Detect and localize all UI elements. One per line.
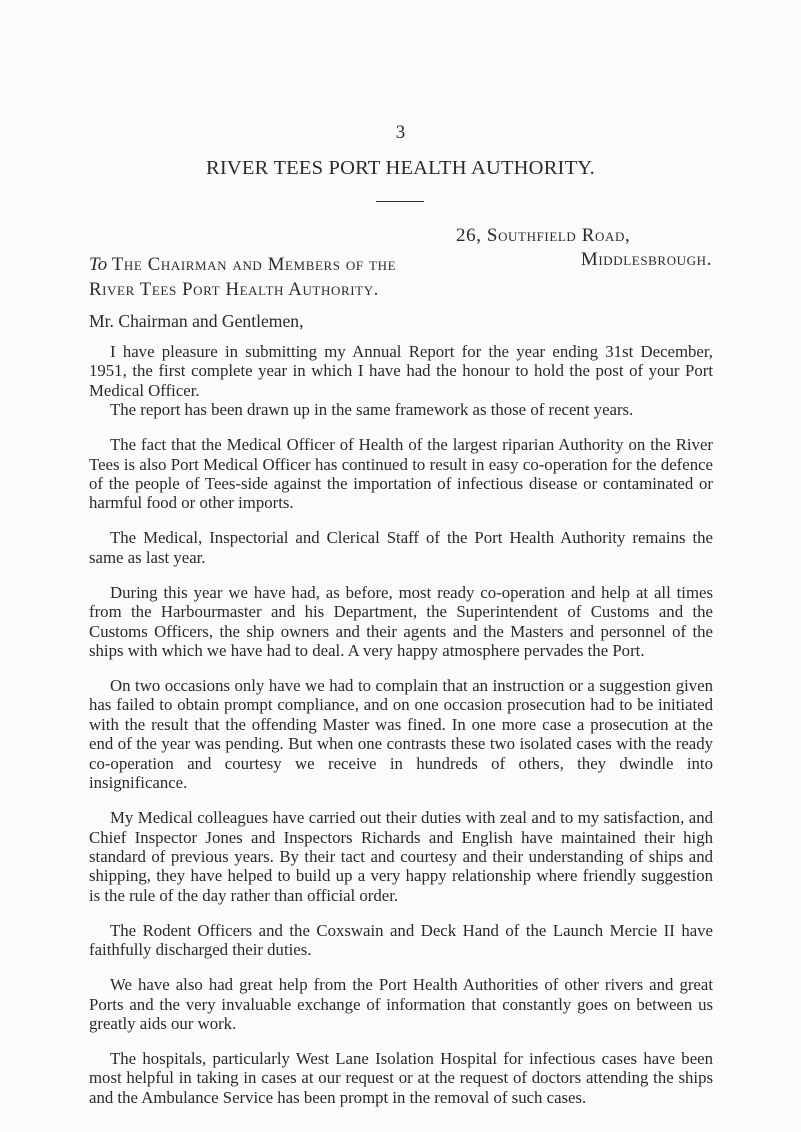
paragraph: The report has been drawn up in the same framework as those of recent years. — [110, 400, 634, 420]
paragraph: We have also had great help from the Port Health Authorities of other rivers and great Ports and the very invaluable exchange of information that constantly goes on between us greatly aids our work. — [89, 975, 713, 1033]
paragraph: The hospitals, particularly West Lane Isolation Hospital for infectious cases have been most helpful in taking in cases at our request or at the request of doctors attending the ships and the Ambulance Service has been prompt in the removal of such cases. — [89, 1048, 713, 1107]
letter-body — [89, 342, 713, 1123]
paragraph: During this year we have had, as before, most ready co-operation and help at all times from the Harbourmaster and his Department, the Superintendent of Customs and the Customs Officers, the ship owners and their agents and the Masters and personnel of the ships with which we have had to deal. A very happy atmosphere pervades the Port. — [89, 582, 713, 661]
addressee-to: To — [89, 254, 108, 275]
sender-address — [400, 224, 712, 272]
paragraph: My Medical colleagues have carried out their duties with zeal and to my satisfaction, and Chief Inspector Jones and Inspectors Richards and English have maintained their high standard of previous years. By their tact and courtesy and their understanding of ships and shipping, they have helped to build up a very happy relationship where friendly suggestion is the rule of the day rather than official order. — [89, 808, 713, 905]
page-number: 3 — [395, 122, 406, 143]
address-street: 26, Southfield Road, — [456, 225, 631, 246]
paragraph: I have pleasure in submitting my Annual Report for the year ending 31st December, 1951, the first complete year in which I have had the honour to hold the post of your Port Medical Officer. — [89, 342, 713, 400]
addressee-recipients: The Chairman and Members of the — [111, 254, 397, 275]
paragraph: The Rodent Officers and the Coxswain and Deck Hand of the Launch Mercie II have faithfully discharged their duties. — [89, 920, 713, 960]
addressee-line-1 — [89, 252, 396, 277]
paragraph: The Medical, Inspectorial and Clerical Staff of the Port Health Authority remains the same as last year. — [89, 528, 713, 567]
paragraph: On two occasions only have we had to complain that an instruction or a suggestion given has failed to obtain prompt compliance, and on one occasion prosecution had to be initiated with the result that the offending Master was fined. In one more case a prosecution at the end of the year was pending. But when one contrasts these two isolated cases with the ready co-operation and courtesy we receive in hundreds of others, they dwindle into insignificance. — [89, 676, 713, 793]
paragraph: The fact that the Medical Officer of Health of the largest riparian Authority on the River Tees is also Port Medical Officer has continued to result in easy co-operation for the defence of the people of Tees-side against the importation of infectious disease or contaminated or harmful food or other imports. — [89, 435, 713, 513]
address-town: Middlesbrough. — [580, 249, 712, 270]
page-title: RIVER TEES PORT HEALTH AUTHORITY. — [205, 157, 595, 179]
addressee-line-2: River Tees Port Health Authority. — [89, 279, 379, 300]
addressee-block — [89, 252, 396, 302]
title-divider — [376, 201, 424, 202]
salutation: Mr. Chairman and Gentlemen, — [89, 311, 304, 331]
